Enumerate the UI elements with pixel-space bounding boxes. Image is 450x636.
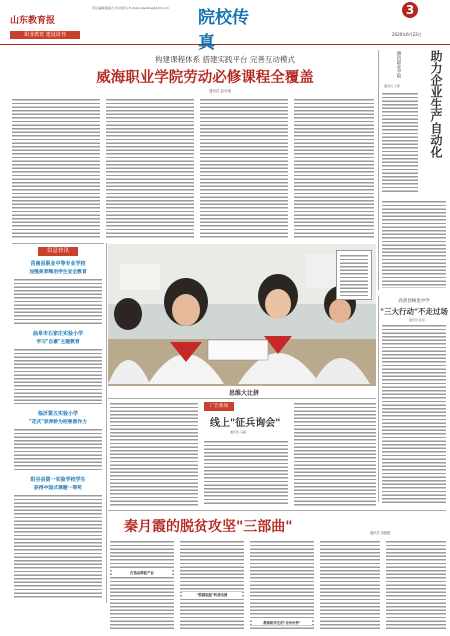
lead-kicker: 构建课程体系 搭建实践平台 完善互动模式 bbox=[155, 55, 295, 64]
photo-caption: 思维大比拼 bbox=[228, 390, 259, 397]
masthead bbox=[0, 0, 450, 53]
right-feature-school: 高唐县畅也中学 bbox=[398, 299, 430, 304]
info-item-2-title: 曲阜市石家庄实验小学 bbox=[32, 331, 83, 337]
info-item-3-body bbox=[14, 428, 102, 470]
bottom-col-1 bbox=[110, 540, 174, 630]
mid-col-2 bbox=[204, 440, 288, 506]
info-box-divider bbox=[106, 243, 107, 603]
paper-name: 山东教育报 bbox=[10, 16, 56, 26]
right-feature-byline: 通讯员 张华 bbox=[409, 318, 425, 322]
bottom-byline: 通讯员 刘媛媛 bbox=[370, 531, 391, 535]
right-body-2 bbox=[382, 200, 446, 288]
info-item-2-body bbox=[14, 348, 102, 404]
lead-byline: 通讯员 赵永刚 bbox=[208, 89, 232, 93]
paper-logo bbox=[10, 8, 70, 26]
info-item-3-title: 临沂第五实验小学 bbox=[37, 411, 78, 417]
right-school: 潍坊职业学院 bbox=[396, 51, 401, 78]
lead-body-col-2 bbox=[106, 98, 194, 238]
section-title: 院校传真 bbox=[198, 8, 249, 53]
lead-body-col-4 bbox=[294, 98, 374, 238]
right-body bbox=[382, 92, 418, 192]
page-number: 3 bbox=[402, 2, 418, 18]
bottom-headline: 秦月霞的脱贫攻坚"三部曲" bbox=[124, 519, 293, 535]
photo-caption-box bbox=[336, 250, 372, 300]
feature-tag: 广告新闻 bbox=[204, 402, 234, 411]
bottom-subhead-1: 打造品牌抓产业 bbox=[112, 570, 172, 575]
editors-line: 责任编辑/康丽云 校对/陈兵 E-mail:sdjyzbzw@163.com bbox=[92, 6, 170, 10]
lead-body-col-1 bbox=[12, 98, 100, 238]
lead-headline: 威海职业学院劳动必修课程全覆盖 bbox=[96, 69, 314, 86]
classroom-photo bbox=[108, 244, 376, 386]
info-item-1-body bbox=[14, 278, 102, 324]
info-item-2-subtitle: 学习"自豪"主题教育 bbox=[36, 340, 80, 345]
right-feature-divider bbox=[378, 296, 379, 502]
right-divider bbox=[378, 50, 379, 290]
info-item-4-body bbox=[14, 494, 102, 598]
info-item-1-subtitle: 加强美育陶冶学生安全教育 bbox=[29, 270, 87, 275]
paper-subtitle: 职业教育 建设周刊 bbox=[10, 31, 80, 39]
mid-col-1 bbox=[110, 402, 198, 506]
info-item-3-subtitle: "花式"家养娇为校慈善作力 bbox=[29, 420, 87, 425]
bottom-story-top-line bbox=[108, 510, 446, 511]
bottom-subhead-2: "熊猫姐姐"转战电商 bbox=[182, 592, 242, 597]
right-headline: 助力企业生产自动化 bbox=[429, 50, 443, 158]
right-feature-body bbox=[382, 324, 446, 504]
info-box-top bbox=[12, 243, 104, 244]
right-byline: 通讯员 王婷 bbox=[384, 84, 400, 88]
info-item-4-title: 阳谷县第一实验学校学生 bbox=[30, 477, 86, 483]
right-feature-headline: "三大行动"不走过场 bbox=[380, 307, 448, 316]
photo-bottom-line bbox=[108, 398, 376, 399]
bottom-col-5 bbox=[386, 540, 446, 630]
bottom-subhead-3: 教师和学生的"合作伙伴" bbox=[252, 620, 312, 625]
feature-byline: 通讯员 马超 bbox=[230, 430, 246, 434]
feature-headline: 线上"征兵询会" bbox=[210, 418, 281, 429]
info-item-1-title: 莒南县职业中等专业学校 bbox=[30, 261, 86, 267]
lead-body-col-3 bbox=[200, 98, 288, 238]
bottom-col-4 bbox=[320, 540, 380, 630]
bottom-col-2 bbox=[180, 540, 244, 630]
mid-col-3 bbox=[294, 402, 376, 506]
info-item-4-subtitle: 获得中国式课题一等奖 bbox=[34, 486, 82, 491]
info-box-title: 信息快讯 bbox=[38, 247, 78, 256]
photo-caption-lines bbox=[340, 254, 368, 296]
bottom-col-3 bbox=[250, 540, 314, 630]
date: 2020年6月22日 bbox=[392, 32, 422, 37]
